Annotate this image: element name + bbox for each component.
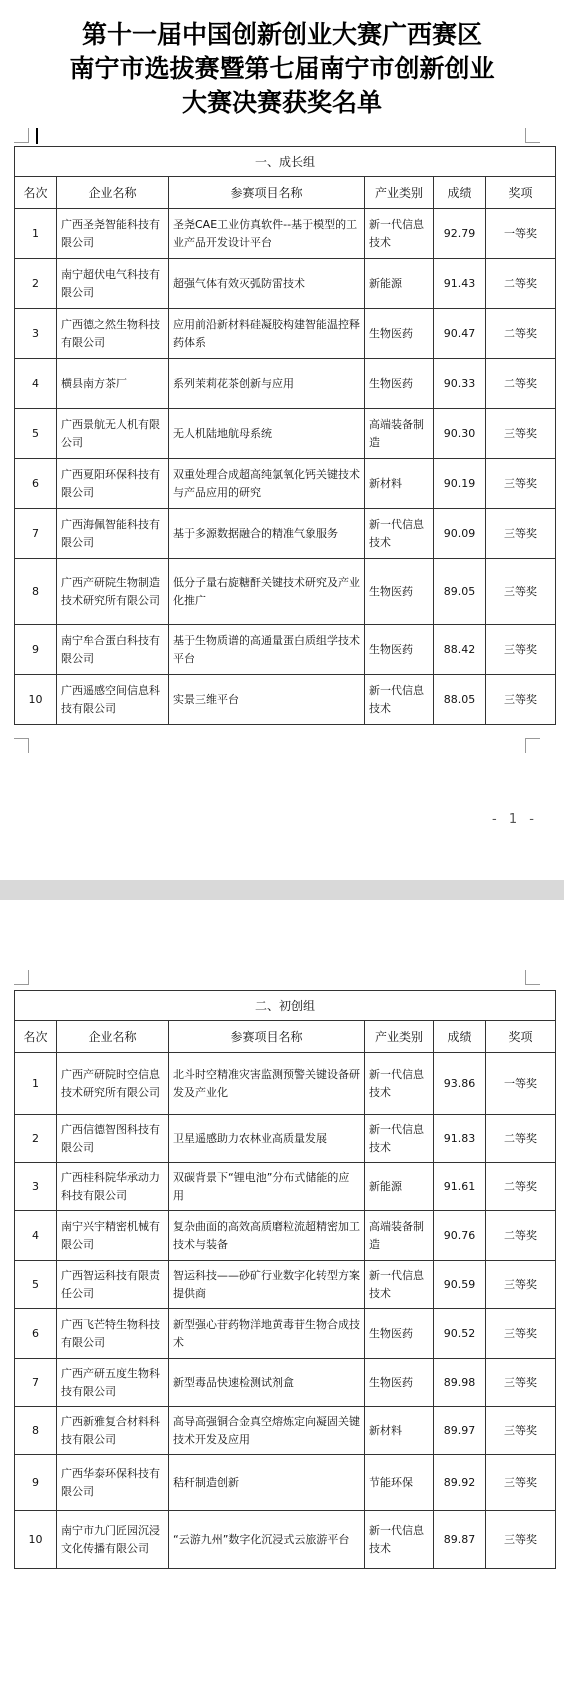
company-cell: 南宁牟合蛋白科技有限公司 [57,625,169,675]
award-cell: 二等奖 [486,359,556,409]
award-cell: 三等奖 [486,459,556,509]
award-cell: 三等奖 [486,409,556,459]
table-row [15,459,556,509]
project-cell: 超强气体有效灭弧防雷技术 [169,259,365,309]
project-cell: 秸秆制造创新 [169,1455,365,1511]
award-cell: 二等奖 [486,309,556,359]
company-cell: 广西飞芒特生物科技有限公司 [57,1309,169,1359]
category-cell: 节能环保 [365,1455,434,1511]
group-title-row [15,991,556,1021]
column-header: 企业名称 [57,177,169,209]
award-cell: 三等奖 [486,559,556,625]
group-title: 一、成长组 [15,147,556,177]
score-cell: 93.86 [434,1053,486,1115]
column-header: 产业类别 [365,177,434,209]
score-cell: 91.83 [434,1115,486,1163]
project-cell: 实景三维平台 [169,675,365,725]
awards-table-growth [14,146,556,725]
rank-cell: 10 [15,675,57,725]
column-header: 奖项 [486,1021,556,1053]
project-cell: 应用前沿新材料硅凝胶构建智能温控释药体系 [169,309,365,359]
project-cell: 卫星遥感助力农林业高质量发展 [169,1115,365,1163]
project-cell: 复杂曲面的高效高质磨粒流超精密加工技术与装备 [169,1211,365,1261]
crop-mark [525,128,540,143]
rank-cell: 7 [15,509,57,559]
table-row [15,509,556,559]
column-header: 奖项 [486,177,556,209]
company-cell: 南宁市九门匠园沉浸文化传播有限公司 [57,1511,169,1569]
rank-cell: 8 [15,1407,57,1455]
score-cell: 90.47 [434,309,486,359]
company-cell: 广西智运科技有限责任公司 [57,1261,169,1309]
crop-mark [525,738,540,753]
company-cell: 广西夏阳环保科技有限公司 [57,459,169,509]
category-cell: 新一代信息技术 [365,1053,434,1115]
document-title [0,18,564,120]
project-cell: 双重处理合成超高纯氯氧化钙关键技术与产品应用的研究 [169,459,365,509]
group-title-row [15,147,556,177]
table-row [15,1407,556,1455]
category-cell: 生物医药 [365,359,434,409]
company-cell: 广西华泰环保科技有限公司 [57,1455,169,1511]
company-cell: 广西产研五度生物科技有限公司 [57,1359,169,1407]
category-cell: 生物医药 [365,559,434,625]
page-gap [0,880,564,900]
score-cell: 91.43 [434,259,486,309]
project-cell: 低分子量右旋糖酐关键技术研究及产业化推广 [169,559,365,625]
rank-cell: 2 [15,259,57,309]
category-cell: 新材料 [365,459,434,509]
rank-cell: 1 [15,1053,57,1115]
crop-mark [525,970,540,985]
project-cell: 基于生物质谱的高通量蛋白质组学技术平台 [169,625,365,675]
table-row [15,1211,556,1261]
score-cell: 92.79 [434,209,486,259]
award-cell: 三等奖 [486,509,556,559]
company-cell: 广西景航无人机有限公司 [57,409,169,459]
rank-cell: 10 [15,1511,57,1569]
project-cell: 高导高强铜合金真空熔炼定向凝固关键技术开发及应用 [169,1407,365,1455]
category-cell: 新一代信息技术 [365,1115,434,1163]
company-cell: 广西圣尧智能科技有限公司 [57,209,169,259]
table-row [15,1163,556,1211]
award-cell: 三等奖 [486,675,556,725]
table-row [15,1511,556,1569]
project-cell: 系列茉莉花茶创新与应用 [169,359,365,409]
company-cell: 南宁超伏电气科技有限公司 [57,259,169,309]
category-cell: 生物医药 [365,1359,434,1407]
company-cell: 南宁兴宇精密机械有限公司 [57,1211,169,1261]
rank-cell: 4 [15,1211,57,1261]
column-header: 产业类别 [365,1021,434,1053]
rank-cell: 8 [15,559,57,625]
text-cursor [36,128,38,144]
rank-cell: 6 [15,459,57,509]
award-cell: 三等奖 [486,1359,556,1407]
award-cell: 三等奖 [486,1455,556,1511]
award-cell: 二等奖 [486,259,556,309]
category-cell: 生物医药 [365,625,434,675]
score-cell: 89.87 [434,1511,486,1569]
award-cell: 二等奖 [486,1115,556,1163]
table-row [15,1359,556,1407]
category-cell: 新能源 [365,259,434,309]
rank-cell: 5 [15,409,57,459]
category-cell: 新一代信息技术 [365,675,434,725]
rank-cell: 1 [15,209,57,259]
column-header: 成绩 [434,177,486,209]
score-cell: 89.97 [434,1407,486,1455]
category-cell: 高端装备制造 [365,409,434,459]
company-cell: 广西新雅复合材料科技有限公司 [57,1407,169,1455]
company-cell: 广西信德智图科技有限公司 [57,1115,169,1163]
rank-cell: 9 [15,1455,57,1511]
award-cell: 三等奖 [486,1309,556,1359]
category-cell: 新一代信息技术 [365,1261,434,1309]
score-cell: 89.05 [434,559,486,625]
score-cell: 89.92 [434,1455,486,1511]
column-header: 成绩 [434,1021,486,1053]
category-cell: 生物医药 [365,309,434,359]
award-cell: 三等奖 [486,1407,556,1455]
award-cell: 二等奖 [486,1211,556,1261]
title-line: 大赛决赛获奖名单 [181,88,382,117]
project-cell: 圣尧CAE工业仿真软件--基于模型的工业产品开发设计平台 [169,209,365,259]
rank-cell: 2 [15,1115,57,1163]
category-cell: 新一代信息技术 [365,509,434,559]
project-cell: 双碳背景下“锂电池”分布式储能的应用 [169,1163,365,1211]
score-cell: 90.33 [434,359,486,409]
company-cell: 广西产研院时空信息技术研究所有限公司 [57,1053,169,1115]
table-row [15,359,556,409]
rank-cell: 6 [15,1309,57,1359]
project-cell: “云游九州”数字化沉浸式云旅游平台 [169,1511,365,1569]
column-header: 参赛项目名称 [169,177,365,209]
award-cell: 三等奖 [486,1511,556,1569]
category-cell: 新能源 [365,1163,434,1211]
column-header: 参赛项目名称 [169,1021,365,1053]
project-cell: 无人机陆地航母系统 [169,409,365,459]
company-cell: 横县南方茶厂 [57,359,169,409]
company-cell: 广西遥感空间信息科技有限公司 [57,675,169,725]
column-header: 企业名称 [57,1021,169,1053]
table-row [15,1309,556,1359]
group-title: 二、初创组 [15,991,556,1021]
table-row [15,559,556,625]
award-cell: 一等奖 [486,1053,556,1115]
award-cell: 一等奖 [486,209,556,259]
table-row [15,209,556,259]
score-cell: 88.42 [434,625,486,675]
page-number: - 1 - [492,812,538,827]
company-cell: 广西德之然生物科技有限公司 [57,309,169,359]
category-cell: 高端装备制造 [365,1211,434,1261]
table-row [15,675,556,725]
score-cell: 90.19 [434,459,486,509]
rank-cell: 3 [15,309,57,359]
project-cell: 新型强心苷药物洋地黄毒苷生物合成技术 [169,1309,365,1359]
title-line: 南宁市选拔赛暨第七届南宁市创新创业 [69,54,495,83]
company-cell: 广西海佩智能科技有限公司 [57,509,169,559]
column-header: 名次 [15,1021,57,1053]
score-cell: 89.98 [434,1359,486,1407]
score-cell: 91.61 [434,1163,486,1211]
category-cell: 生物医药 [365,1309,434,1359]
score-cell: 88.05 [434,675,486,725]
table-header-row [15,1021,556,1053]
score-cell: 90.30 [434,409,486,459]
score-cell: 90.76 [434,1211,486,1261]
document-page-2 [0,900,564,1689]
table-header-row [15,177,556,209]
score-cell: 90.09 [434,509,486,559]
project-cell: 基于多源数据融合的精准气象服务 [169,509,365,559]
rank-cell: 7 [15,1359,57,1407]
award-cell: 三等奖 [486,625,556,675]
score-cell: 90.59 [434,1261,486,1309]
table-row [15,259,556,309]
award-cell: 二等奖 [486,1163,556,1211]
title-line: 第十一届中国创新创业大赛广西赛区 [81,20,482,49]
score-cell: 90.52 [434,1309,486,1359]
column-header: 名次 [15,177,57,209]
category-cell: 新一代信息技术 [365,1511,434,1569]
crop-mark [14,970,29,985]
project-cell: 新型毒品快速检测试剂盒 [169,1359,365,1407]
table-row [15,1115,556,1163]
project-cell: 智运科技——砂矿行业数字化转型方案提供商 [169,1261,365,1309]
rank-cell: 5 [15,1261,57,1309]
table-row [15,309,556,359]
table-row [15,1053,556,1115]
category-cell: 新材料 [365,1407,434,1455]
table-row [15,1455,556,1511]
awards-table-startup [14,990,556,1569]
table-row [15,625,556,675]
rank-cell: 3 [15,1163,57,1211]
crop-mark [14,128,29,143]
table-row [15,1261,556,1309]
category-cell: 新一代信息技术 [365,209,434,259]
award-cell: 三等奖 [486,1261,556,1309]
table-row [15,409,556,459]
company-cell: 广西产研院生物制造技术研究所有限公司 [57,559,169,625]
project-cell: 北斗时空精准灾害监测预警关键设备研发及产业化 [169,1053,365,1115]
crop-mark [14,738,29,753]
rank-cell: 9 [15,625,57,675]
rank-cell: 4 [15,359,57,409]
company-cell: 广西桂科院华承动力科技有限公司 [57,1163,169,1211]
